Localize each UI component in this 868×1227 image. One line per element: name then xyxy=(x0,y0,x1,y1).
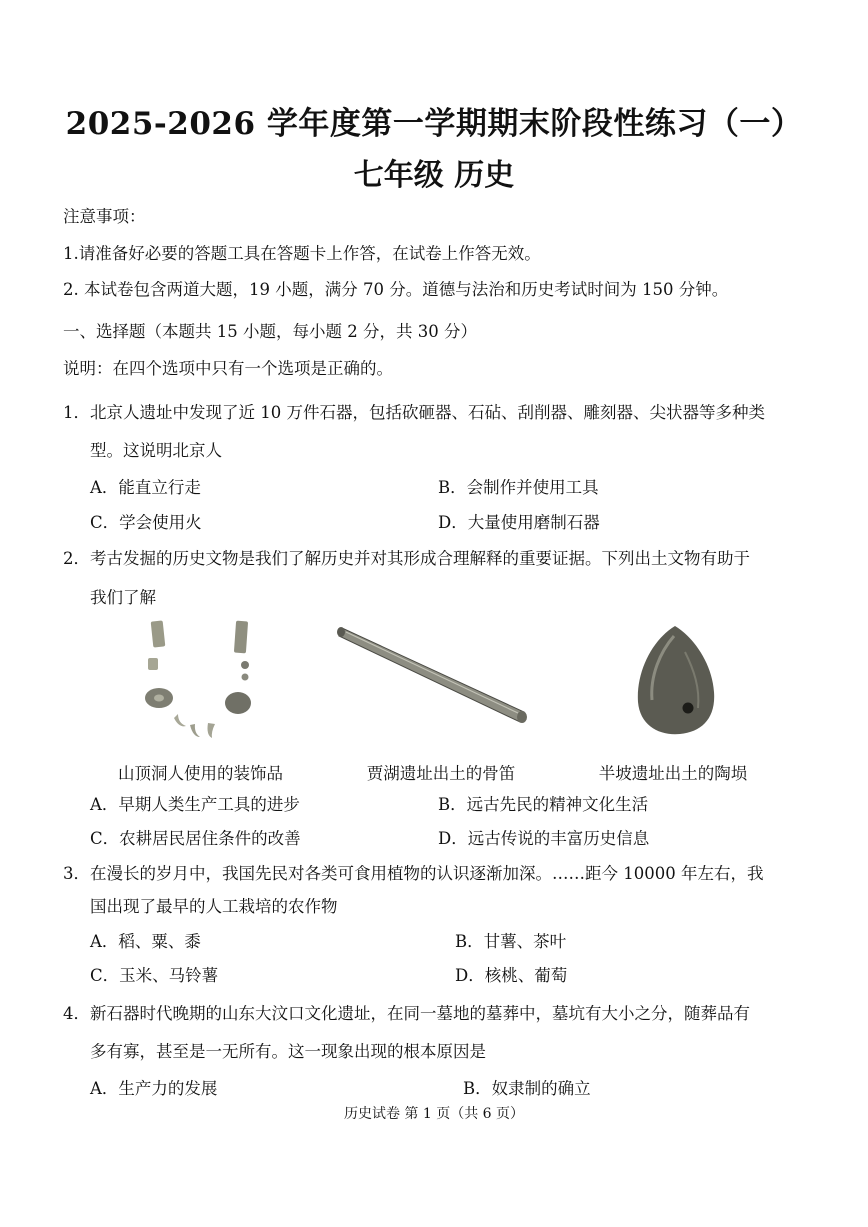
q1-option-b: B．会制作并使用工具 xyxy=(438,478,599,497)
q1-option-d: D．大量使用磨制石器 xyxy=(438,513,600,532)
q3-stem-line1: 3．在漫长的岁月中，我国先民对各类可食用植物的认识逐渐加深。……距今 10000 年左右，我 xyxy=(63,864,764,883)
q2-stem-line2: 我们了解 xyxy=(90,588,156,607)
q4-option-a: A．生产力的发展 xyxy=(90,1079,218,1098)
q3-option-c: C．玉米、马铃薯 xyxy=(90,966,219,985)
q1-option-c: C．学会使用火 xyxy=(90,513,202,532)
ornament-tooth xyxy=(208,723,216,738)
ornament-bead xyxy=(242,674,249,681)
ornament-bead xyxy=(148,658,158,670)
caption-ornaments: 山顶洞人使用的装饰品 xyxy=(118,764,283,783)
caption-bone-flute: 贾湖遗址出土的骨笛 xyxy=(366,764,516,783)
page-subtitle: 七年级 历史 xyxy=(353,158,515,193)
ornament-tooth xyxy=(190,724,200,737)
page-title: 2025-2026 学年度第一学期期末阶段性练习（一） xyxy=(65,106,803,142)
pottery-xun xyxy=(638,626,714,734)
q1-stem-line2: 型。这说明北京人 xyxy=(90,441,222,460)
section-heading: 一、选择题（本题共 15 小题，每小题 2 分，共 30 分） xyxy=(63,322,477,341)
ornament-bead xyxy=(241,661,249,669)
q4-stem-line1: 4．新石器时代晚期的山东大汶口文化遗址，在同一墓地的墓葬中，墓坑有大小之分，随葬品有 xyxy=(63,1004,750,1023)
q2-stem-line1: 2．考古发掘的历史文物是我们了解历史并对其形成合理解释的重要证据。下列出土文物有助于 xyxy=(63,549,750,568)
q2-option-b: B．远古先民的精神文化生活 xyxy=(438,795,649,814)
pottery-xun-image xyxy=(630,622,720,740)
q2-option-c: C．农耕居民居住条件的改善 xyxy=(90,829,301,848)
note-item-1: 1.请准备好必要的答题工具在答题卡上作答，在试卷上作答无效。 xyxy=(63,244,541,263)
page-footer: 历史试卷 第 1 页（共 6 页） xyxy=(343,1106,525,1122)
q3-stem-line2: 国出现了最早的人工栽培的农作物 xyxy=(90,897,338,916)
q3-option-a: A．稻、粟、黍 xyxy=(90,932,201,951)
q1-stem-line1: 1．北京人遗址中发现了近 10 万件石器，包括砍砸器、石砧、刮削器、雕刻器、尖状器等多种类 xyxy=(63,403,765,422)
q2-option-d: D．远古传说的丰富历史信息 xyxy=(438,829,650,848)
ornament-bead xyxy=(234,621,248,654)
q4-option-b: B．奴隶制的确立 xyxy=(463,1079,591,1098)
section-instruction: 说明：在四个选项中只有一个选项是正确的。 xyxy=(63,359,393,378)
ornament-image xyxy=(132,615,262,745)
q4-stem-line2: 多有寡，甚至是一无所有。这一现象出现的根本原因是 xyxy=(90,1042,486,1061)
caption-pottery-xun: 半坡遗址出土的陶埙 xyxy=(598,764,748,783)
ornament-bead xyxy=(151,620,166,647)
note-item-2: 2. 本试卷包含两道大题，19 小题，满分 70 分。道德与法治和历史考试时间为 150 分钟。 xyxy=(63,280,729,299)
ornament-tooth xyxy=(174,714,186,726)
q1-option-a: A．能直立行走 xyxy=(90,478,201,497)
q3-option-d: D．核桃、葡萄 xyxy=(455,966,568,985)
notes-heading: 注意事项： xyxy=(63,207,146,226)
q3-option-b: B．甘薯、茶叶 xyxy=(455,932,567,951)
bone-flute-image xyxy=(336,620,532,732)
xun-hole xyxy=(683,703,694,714)
ornament-stone xyxy=(225,692,251,714)
q2-option-a: A．早期人类生产工具的进步 xyxy=(90,795,300,814)
